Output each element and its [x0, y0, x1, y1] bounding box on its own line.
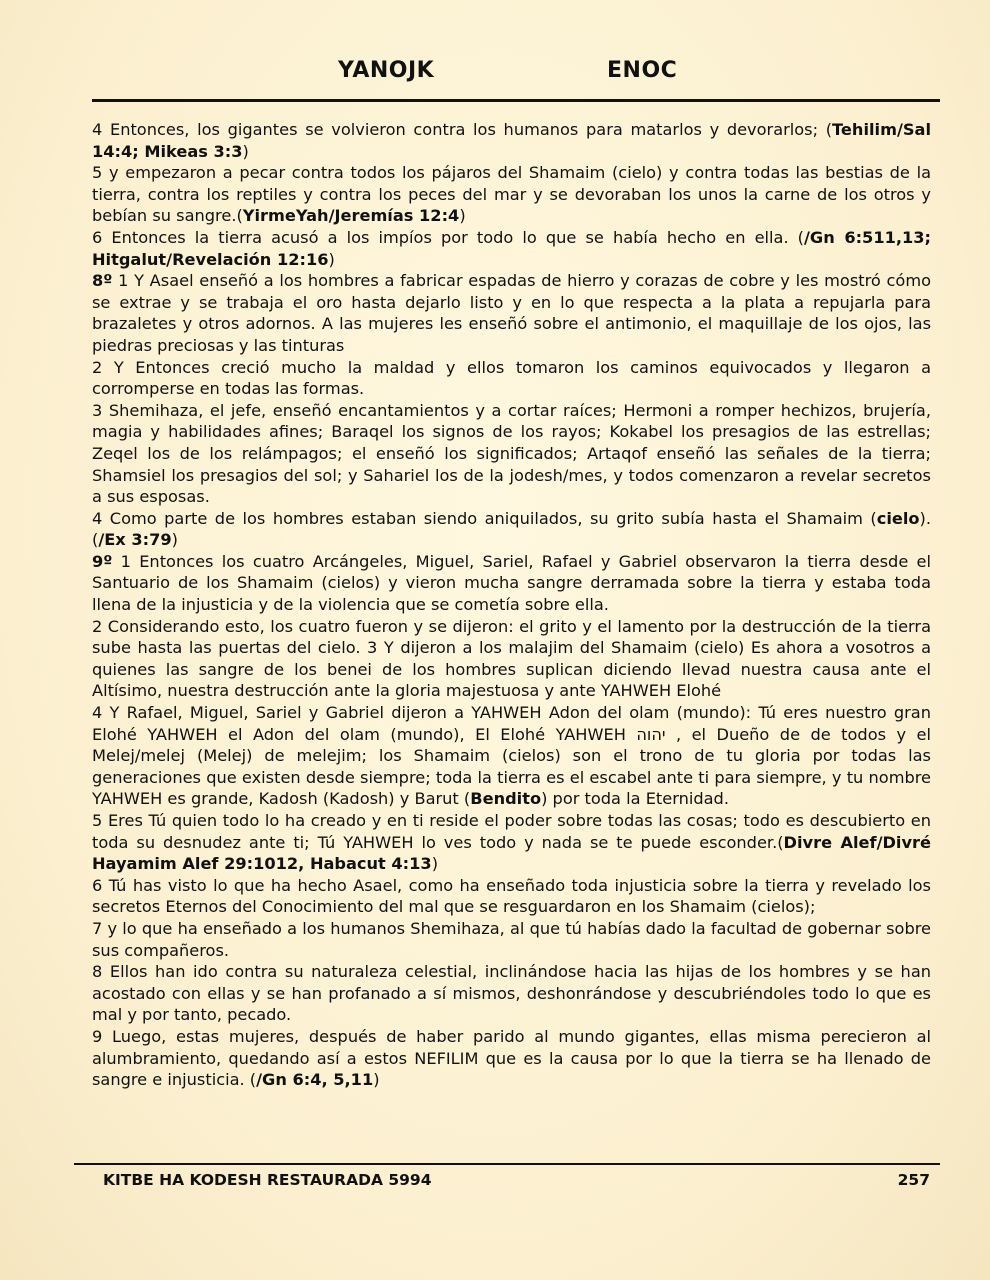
verse-text: ) — [328, 249, 335, 269]
page-footer — [0, 1171, 990, 1195]
verse-text: 4 Como parte de los hombres estaban siendo aniquilados, su grito subía hasta el Shamaim ( — [92, 508, 877, 528]
verse-text: 1 Entonces los cuatro Arcángeles, Miguel, Sariel, Rafael y Gabriel observaron la tierra desde el Santuario de los Shamaim (cielos) y vieron mucha sangre derramada sobre la tierra y estaba toda llena de la injusticia y de la violencia que se cometía sobre ella. — [92, 551, 931, 615]
verse-paragraph — [92, 508, 931, 551]
verse-paragraph — [92, 162, 931, 227]
body-text — [92, 119, 931, 1091]
bold-reference: /Gn 6:4, 5,11 — [256, 1070, 374, 1090]
bold-reference: Divre Alef/Divré Hayamim Alef 29:1012, Habacut 4:13 — [92, 832, 931, 874]
page-header — [0, 58, 990, 92]
header-divider — [92, 99, 940, 102]
verse-text: ) — [459, 206, 466, 226]
verse-paragraph — [92, 702, 931, 810]
header-title-left: YANOJK — [338, 58, 435, 83]
verse-text: ). ( — [92, 508, 931, 550]
verse-text: 3 Shemihaza, el jefe, enseñó encantamientos y a cortar raíces; Hermoni a romper hechizos, brujería, magia y habilidades afines; Baraqel los signos de los rayos; Kokabel los presagios de las estrellas; Zeqel los de los relámpagos; el enseñó los significados; Artaqof enseñó las señales de la tierra; Shamsiel los presagios del sol; y Sahariel los de la jodesh/mes, y todos comenzaron a revelar secretos a sus esposas. — [92, 400, 931, 507]
verse-paragraph — [92, 961, 931, 1026]
footer-book-title: KITBE HA KODESH RESTAURADA 5994 — [103, 1171, 432, 1189]
verse-text: 2 Y Entonces creció mucho la maldad y ellos tomaron los caminos equivocados y llegaron a corromperse en todas las formas. — [92, 357, 931, 399]
verse-text: 5 y empezaron a pecar contra todos los pájaros del Shamaim (cielo) y contra todas las bestias de la tierra, contra los reptiles y contra los peces del mar y se devoraban los unos la carne de los otros y bebían su sangre.( — [92, 163, 931, 226]
verse-text: 6 Entonces la tierra acusó a los impíos por todo lo que se había hecho en ella. ( — [92, 227, 805, 247]
verse-text: ) — [373, 1070, 380, 1090]
verse-paragraph — [92, 400, 931, 508]
verse-paragraph — [92, 270, 931, 356]
bold-reference: /Ex 3:79 — [98, 530, 172, 550]
bold-reference: cielo — [876, 508, 920, 528]
verse-text: ) por toda la Eternidad. — [541, 789, 729, 809]
verse-text: 2 Considerando esto, los cuatro fueron y se dijeron: el grito y el lamento por la destrucción de la tierra sube hasta las puertas del cielo. 3 Y dijeron a los malajim del Shamaim (cielo) Es ahora a vosotros a quienes las sangre de los benei de los hombres suplican diciendo llevad nuestra causa ante el Altísimo, nuestra destrucción ante la gloria majestuosa y ante YAHWEH Elohé — [92, 616, 931, 701]
verse-text: ) — [431, 854, 439, 874]
verse-paragraph — [92, 551, 931, 616]
verse-paragraph — [92, 810, 931, 875]
verse-paragraph — [92, 875, 931, 918]
verse-text: 4 Y Rafael, Miguel, Sariel y Gabriel dijeron a YAHWEH Adon del olam (mundo): Tú eres nuestro gran Elohé YAHWEH el Adon del olam (mundo), El Elohé YAHWEH יהוה , el Dueño de de todos y el Melej/melej (Melej) de melejim; los Shamaim (cielos) son el trono de tu gloria por todas las generaciones que existen desde siempre; toda la tierra es el escabel ante ti para siempre, y tu nombre YAHWEH es grande, Kadosh (Kadosh) y Barut ( — [92, 703, 932, 809]
bold-reference: 9º — [92, 551, 113, 571]
verse-paragraph — [92, 918, 931, 961]
bold-reference: /Gn 6:511,13; Hitgalut/Revelación 12:16 — [92, 227, 931, 269]
verse-text: 4 Entonces, los gigantes se volvieron contra los humanos para matarlos y devorarlos; ( — [92, 120, 833, 139]
bold-reference: Tehilim/Sal 14:4; Mikeas 3:3 — [92, 120, 931, 161]
verse-text: 1 Y Asael enseñó a los hombres a fabricar espadas de hierro y corazas de cobre y les mostró cómo se extrae y se trabaja el oro hasta dejarlo listo y en lo que respecta a la plata a repujarla para brazaletes y otros adornos. A las mujeres les enseñó sobre el antimonio, el maquillaje de los ojos, las piedras preciosas y las tinturas — [92, 271, 931, 355]
verse-text: 9 Luego, estas mujeres, después de haber parido al mundo gigantes, ellas misma perecieron al alumbramiento, quedando así a estos NEFILIM que es la causa por lo que la tierra se ha llenado de sangre e injusticia. ( — [92, 1026, 931, 1090]
header-title-right: ENOC — [607, 58, 678, 83]
verse-text: 5 Eres Tú quien todo lo ha creado y en ti reside el poder sobre todas las cosas; todo es descubierto en toda su desnudez ante ti; Tú YAHWEH lo ves todo y nada se te puede esconder.( — [92, 811, 931, 852]
verse-text: ) — [171, 530, 178, 550]
verse-paragraph — [92, 227, 931, 270]
bold-reference: YirmeYah/Jeremías 12:4 — [242, 206, 460, 226]
verse-paragraph — [92, 616, 931, 702]
page-number: 257 — [897, 1171, 930, 1189]
bold-reference: Bendito — [470, 789, 542, 809]
verse-text: 8 Ellos han ido contra su naturaleza celestial, inclinándose hacia las hijas de los hombres y se han acostado con ellas y se han profanado a sí mismos, deshonrándose y descubriéndoles todo lo que es mal y por tanto, pecado. — [92, 962, 931, 1025]
verse-text: ) — [242, 141, 249, 161]
verse-paragraph — [92, 357, 931, 400]
bold-reference: 8º — [92, 271, 113, 291]
verse-text: 6 Tú has visto lo que ha hecho Asael, como ha enseñado toda injusticia sobre la tierra y revelado los secretos Eternos del Conocimiento del mal que se resguardaron en los Shamaim (cielos); — [92, 875, 931, 917]
footer-divider — [74, 1163, 940, 1165]
verse-paragraph — [92, 1026, 931, 1091]
verse-paragraph — [92, 119, 931, 162]
verse-text: 7 y lo que ha enseñado a los humanos Shemihaza, al que tú habías dado la facultad de gobernar sobre sus compañeros. — [92, 918, 931, 960]
